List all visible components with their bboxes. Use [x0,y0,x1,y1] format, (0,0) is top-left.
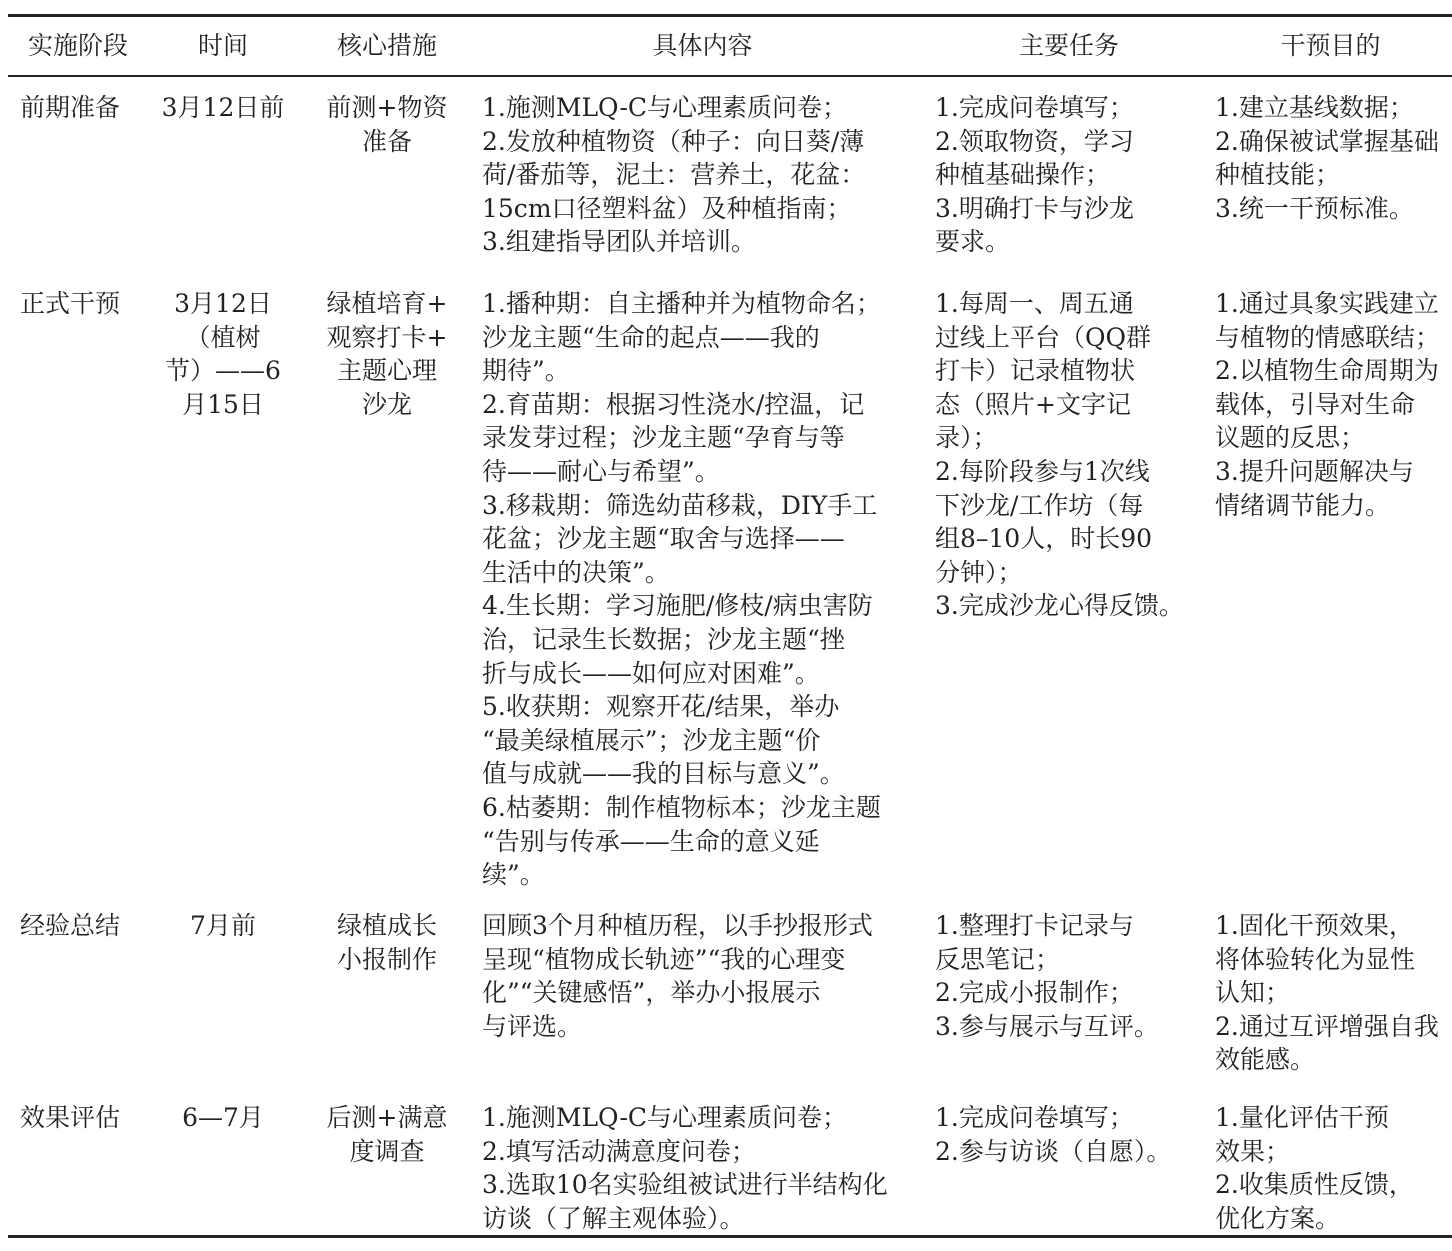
cell-line: 要求。 [935,227,1011,257]
table-row [8,275,1452,901]
table-row [8,1093,1452,1237]
cell-line: 议题的反思； [1215,423,1366,453]
cell-time [148,901,298,1093]
cell-line: 待——耐心与希望”。 [482,456,720,486]
table-body [8,76,1452,1237]
cell-line: 2.育苗期：根据习性浇水/控温，记 [482,389,865,419]
cell-line: 1.完成问卷填写； [935,93,1134,122]
cell-line: 访谈（了解主观体验）。 [482,1203,745,1233]
cell-line: 下沙龙/工作坊（每 [935,490,1144,520]
cell-line: 4.生长期：学习施肥/修枝/病虫害防 [482,591,873,621]
cell-line: 打卡）记录植物状 [935,356,1136,386]
cell-line: 度调查 [349,1136,425,1166]
cell-line: 准备 [361,126,412,156]
cell-content [476,901,929,1093]
table-row [8,901,1452,1093]
cell-line: 3.移栽期：筛选幼苗移栽，DIY手工 [482,490,878,520]
cell-line: 3月12日 [174,289,272,318]
cell-line: 效能感。 [1215,1045,1316,1075]
cell-line: 与评选。 [482,1011,583,1041]
cell-time [148,76,298,275]
cell-line: 2.以植物生命周期为 [1215,356,1439,386]
cell-line: 态（照片+文字记 [935,389,1131,419]
cell-time [148,275,298,901]
cell-purpose [1209,76,1452,275]
cell-content [476,76,929,275]
cell-line: “告别与传承——生命的意义延 [482,826,820,856]
cell-stage [8,901,148,1093]
cell-line: 前测+物资 [326,93,448,122]
cell-line: 2.填写活动满意度问卷； [482,1136,756,1166]
cell-line: 6—7月 [182,1103,264,1132]
cell-line: 1.施测MLQ-C与心理素质问卷； [482,93,848,122]
cell-content [476,1093,929,1237]
cell-line: 2.通过互评增强自我 [1215,1011,1439,1041]
cell-line: 将体验转化为显性 [1215,944,1416,974]
cell-line: 回顾3个月种植历程，以手抄报形式 [482,911,873,940]
header-measure: 核心措施 [336,31,437,61]
cell-line: 前期准备 [20,93,121,122]
cell-line: 组8–10人，时长90 [935,524,1153,554]
cell-line: 效果评估 [20,1103,121,1132]
cell-line: “最美绿植展示”；沙龙主题“价 [482,725,821,755]
header-stage: 实施阶段 [27,31,128,61]
cell-line: 过线上平台（QQ群 [935,322,1151,352]
cell-stage [8,1093,148,1237]
cell-measure [298,76,476,275]
cell-line: 7月前 [190,911,256,940]
cell-line: 录发芽过程；沙龙主题“孕育与等 [482,423,845,453]
cell-line: 观察打卡+ [326,322,448,352]
intervention-table [8,14,1452,1238]
cell-line: 期待”。 [482,356,570,386]
cell-line: 种植基础操作； [935,160,1111,190]
cell-line: 认知； [1215,978,1291,1008]
cell-line: 6.枯萎期：制作植物标本；沙龙主题 [482,792,881,822]
table-header-row [8,16,1452,77]
cell-tasks [929,275,1209,901]
cell-line: 折与成长——如何应对困难”。 [482,658,820,688]
header-time: 时间 [197,31,248,61]
cell-line: 主题心理 [336,356,437,386]
cell-measure [298,1093,476,1237]
cell-tasks [929,1093,1209,1237]
cell-line: 化”“关键感悟”，举办小报展示 [482,978,821,1008]
cell-line: 节）——6 [165,356,281,386]
cell-line: 情绪调节能力。 [1215,490,1391,520]
cell-line: 5.收获期：观察开花/结果，举办 [482,692,840,722]
cell-line: 与植物的情感联结； [1215,322,1441,352]
cell-line: 1.完成问卷填写； [935,1103,1134,1132]
cell-line: 1.每周一、周五通 [935,289,1134,318]
cell-line: 1.施测MLQ-C与心理素质问卷； [482,1103,848,1132]
cell-line: 2.收集质性反馈， [1215,1170,1414,1200]
cell-line: 1.固化干预效果， [1215,911,1414,940]
cell-content [476,275,929,901]
cell-line: 15cm口径塑料盆）及种植指南； [482,193,852,223]
cell-time [148,1093,298,1237]
cell-measure [298,901,476,1093]
cell-line: 1.整理打卡记录与 [935,911,1134,940]
cell-purpose [1209,275,1452,901]
header-tasks: 主要任务 [1018,31,1119,61]
cell-line: 3.完成沙龙心得反馈。 [935,591,1184,621]
cell-line: 1.播种期：自主播种并为植物命名； [482,289,881,318]
cell-line: 绿植成长 [336,911,437,940]
cell-line: 3月12日前 [161,93,285,122]
cell-measure [298,275,476,901]
cell-tasks [929,901,1209,1093]
cell-line: 2.确保被试掌握基础 [1215,126,1439,156]
cell-line: 治，记录生长数据；沙龙主题“挫 [482,624,845,654]
cell-line: 呈现“植物成长轨迹”“我的心理变 [482,944,846,974]
cell-tasks [929,76,1209,275]
cell-line: 月15日 [182,389,264,419]
cell-line: 小报制作 [336,944,437,974]
cell-line: 1.通过具象实践建立 [1215,289,1439,318]
cell-line: 录）； [935,423,998,453]
cell-line: 沙龙主题“生命的起点——我的 [482,322,820,352]
cell-line: 经验总结 [20,911,121,940]
cell-line: 沙龙 [361,389,412,419]
table-row [8,76,1452,275]
cell-line: 值与成就——我的目标与意义”。 [482,759,845,789]
cell-line: （植树 [185,322,261,352]
cell-line: 2.参与访谈（自愿）。 [935,1136,1172,1166]
cell-line: 载体，引导对生命 [1215,389,1416,419]
cell-line: 反思笔记； [935,944,1061,974]
cell-line: 3.参与展示与互评。 [935,1011,1159,1041]
cell-line: 生活中的决策”。 [482,557,670,587]
cell-line: 3.统一干预标准。 [1215,193,1414,223]
header-purpose: 干预目的 [1280,31,1381,61]
cell-line: 3.选取10名实验组被试进行半结构化 [482,1170,888,1200]
cell-line: 2.领取物资，学习 [935,126,1134,156]
cell-line: 绿植培育+ [326,289,448,318]
cell-line: 续”。 [482,860,545,890]
cell-stage [8,275,148,901]
cell-line: 效果； [1215,1136,1291,1166]
cell-line: 荷/番茄等，泥土：营养土，花盆： [482,160,866,190]
cell-line: 分钟）； [935,557,1023,587]
cell-line: 种植技能； [1215,160,1341,190]
cell-line: 1.建立基线数据； [1215,93,1414,122]
cell-line: 后测+满意 [326,1103,448,1132]
cell-line: 2.发放种植物资（种子：向日葵/薄 [482,126,865,156]
cell-line: 优化方案。 [1215,1203,1341,1233]
cell-purpose [1209,1093,1452,1237]
cell-line: 2.完成小报制作； [935,978,1134,1008]
header-content: 具体内容 [652,31,753,61]
cell-line: 3.组建指导团队并培训。 [482,227,756,257]
cell-line: 1.量化评估干预 [1215,1103,1389,1132]
cell-line: 花盆；沙龙主题“取舍与选择—— [482,524,845,554]
cell-line: 2.每阶段参与1次线 [935,456,1150,486]
cell-line: 3.提升问题解决与 [1215,456,1414,486]
cell-line: 3.明确打卡与沙龙 [935,193,1134,223]
cell-line: 正式干预 [20,289,121,318]
cell-purpose [1209,901,1452,1093]
cell-stage [8,76,148,275]
